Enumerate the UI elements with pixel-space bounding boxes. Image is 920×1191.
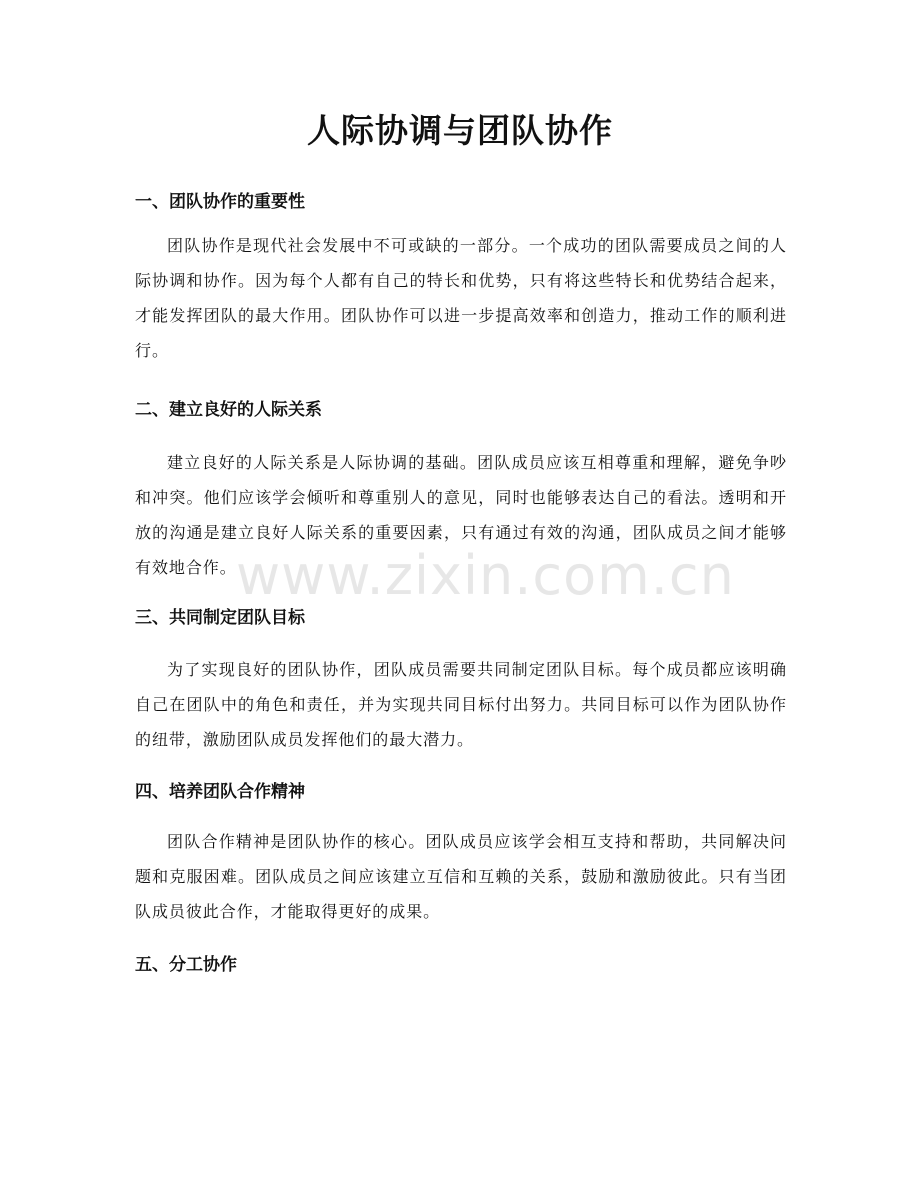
section-heading-4: 四、培养团队合作精神 bbox=[135, 782, 305, 802]
watermark: www.zixin.com.cn bbox=[236, 544, 735, 607]
section-body-1: 团队协作是现代社会发展中不可或缺的一部分。一个成功的团队需要成员之间的人际协调和协作。因为每个人都有自己的特长和优势，只有将这些特长和优势结合起来，才能发挥团队的最大作用。团队协作可以进一步提高效率和创造力，推动工作的顺利进行。 bbox=[135, 236, 787, 360]
section-body-3: 为了实现良好的团队协作，团队成员需要共同制定团队目标。每个成员都应该明确自己在团队中的角色和责任，并为实现共同目标付出努力。共同目标可以作为团队协作的纽带，激励团队成员发挥他们的最大潜力。 bbox=[135, 660, 787, 749]
document-title: 人际协调与团队协作 bbox=[307, 111, 613, 150]
section-body-2: 建立良好的人际关系是人际协调的基础。团队成员应该互相尊重和理解，避免争吵和冲突。他们应该学会倾听和尊重别人的意见，同时也能够表达自己的看法。透明和开放的沟通是建立良好人际关系的重要因素，只有通过有效的沟通，团队成员之间才能够有效地合作。 bbox=[135, 453, 787, 577]
section-heading-3: 三、共同制定团队目标 bbox=[135, 608, 305, 628]
section-body-4: 团队合作精神是团队协作的核心。团队成员应该学会相互支持和帮助，共同解决问题和克服困难。团队成员之间应该建立互信和互赖的关系，鼓励和激励彼此。只有当团队成员彼此合作，才能取得更好的成果。 bbox=[135, 832, 787, 921]
section-heading-5: 五、分工协作 bbox=[135, 955, 237, 975]
section-heading-2: 二、建立良好的人际关系 bbox=[135, 400, 322, 420]
section-heading-1: 一、团队协作的重要性 bbox=[135, 192, 305, 212]
